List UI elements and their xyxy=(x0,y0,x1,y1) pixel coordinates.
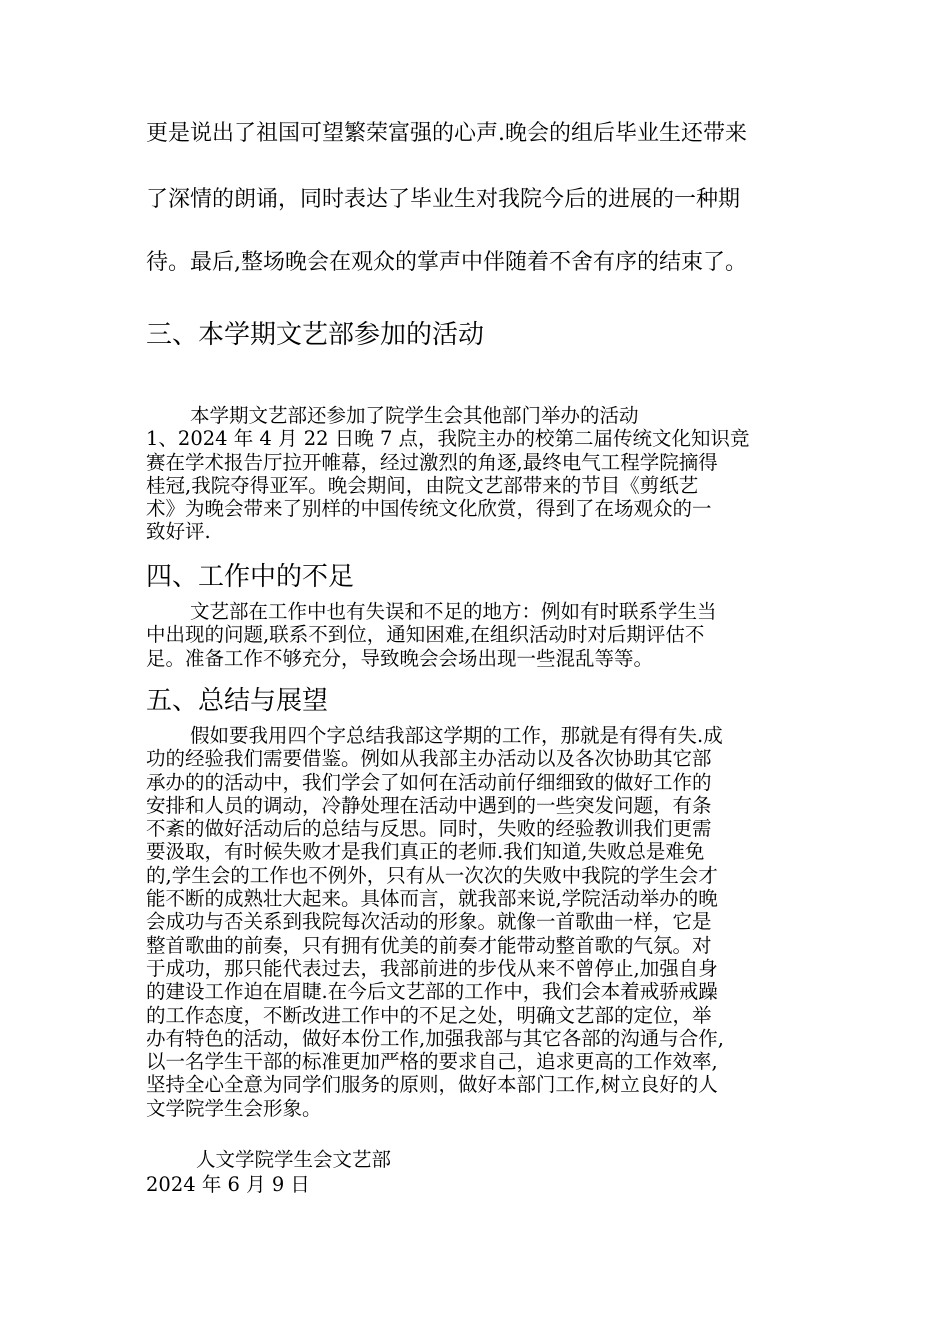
section5-line: 会成功与否关系到我院每次活动的形象。就像一首歌曲一样，它是 xyxy=(146,910,712,934)
section3-item1-line: 赛在学术报告厅拉开帷幕，经过激烈的角逐,最终电气工程学院摘得 xyxy=(146,450,718,474)
section5-line: 要汲取，有时候失败才是我们真正的老师.我们知道,失败总是难免 xyxy=(146,840,705,864)
section5-line: 以一名学生干部的标准更加严格的要求自己，追求更高的工作效率, xyxy=(146,1050,718,1074)
section5-heading: 五、总结与展望 xyxy=(146,686,329,716)
section3-item1-line: 致好评. xyxy=(146,520,211,544)
section5-line: 安排和人员的调动，冷静处理在活动中遇到的一些突发问题，有条 xyxy=(146,793,712,817)
section5-line: 不紊的做好活动后的总结与反思。同时，失败的经验教训我们更需 xyxy=(146,817,712,841)
section3-item1-line: 1、2024 年 4 月 22 日晚 7 点，我院主办的校第二届传统文化知识竞 xyxy=(146,427,750,451)
section5-body xyxy=(146,724,814,1120)
signature-date: 2024 年 6 月 9 日 xyxy=(146,1173,310,1196)
section5-line: 的工作态度，不断改进工作中的不足之处，明确文艺部的定位，举 xyxy=(146,1003,712,1027)
signature-org: 人文学院学生会文艺部 xyxy=(196,1148,392,1171)
section3-item1-line: 桂冠,我院夺得亚军。晚会期间，由院文艺部带来的节目《剪纸艺 xyxy=(146,473,699,497)
section4-body xyxy=(146,600,814,670)
section5-line: 的,学生会的工作也不例外，只有从一次次的失败中我院的学生会才 xyxy=(146,863,718,887)
section5-line: 功的经验我们需要借鉴。例如从我部主办活动以及各次协助其它部 xyxy=(146,747,712,771)
section4-line: 文艺部在工作中也有失误和不足的地方：例如有时联系学生当 xyxy=(190,600,717,623)
section5-line: 承办的的活动中，我们学会了如何在活动前仔细细致的做好工作的 xyxy=(146,770,712,794)
intro-line-3: 待。最后,整场晚会在观众的掌声中伴随着不舍有序的结束了。 xyxy=(146,250,747,275)
section5-line: 坚持全心全意为同学们服务的原则，做好本部门工作,树立良好的人 xyxy=(146,1073,718,1097)
intro-line-2: 了深情的朗诵，同时表达了毕业生对我院今后的进展的一种期 xyxy=(146,187,741,212)
section4-line: 足。准备工作不够充分，导致晚会会场出现一些混乱等等。 xyxy=(146,646,654,670)
section3-item1-line: 术》为晚会带来了别样的中国传统文化欣赏，得到了在场观众的一 xyxy=(146,497,712,521)
section5-line: 于成功，那只能代表过去，我部前进的步伐从来不曾停止,加强自身 xyxy=(146,956,718,980)
intro-line-1: 更是说出了祖国可望繁荣富强的心声.晚会的组后毕业生还带来 xyxy=(146,121,747,146)
section4-line: 中出现的问题,联系不到位，通知困难,在组织活动时对后期评估不 xyxy=(146,623,705,647)
section4-heading: 四、工作中的不足 xyxy=(146,562,355,592)
section5-line: 的建设工作迫在眉睫.在今后文艺部的工作中，我们会本着戒骄戒躁 xyxy=(146,980,718,1004)
section5-line: 办有特色的活动，做好本份工作,加强我部与其它各部的沟通与合作, xyxy=(146,1026,724,1050)
section5-line: 整首歌曲的前奏，只有拥有优美的前奏才能带动整首歌的气氛。对 xyxy=(146,933,712,957)
section5-line: 能不断的成熟壮大起来。具体而言，就我部来说,学院活动举办的晚 xyxy=(146,887,718,911)
section5-line: 假如要我用四个字总结我部这学期的工作，那就是有得有失.成 xyxy=(190,724,723,747)
section3-heading: 三、本学期文艺部参加的活动 xyxy=(146,320,485,350)
section5-line: 文学院学生会形象。 xyxy=(146,1096,322,1120)
section3-lead: 本学期文艺部还参加了院学生会其他部门举办的活动 xyxy=(190,404,639,427)
section3-body xyxy=(146,404,814,544)
